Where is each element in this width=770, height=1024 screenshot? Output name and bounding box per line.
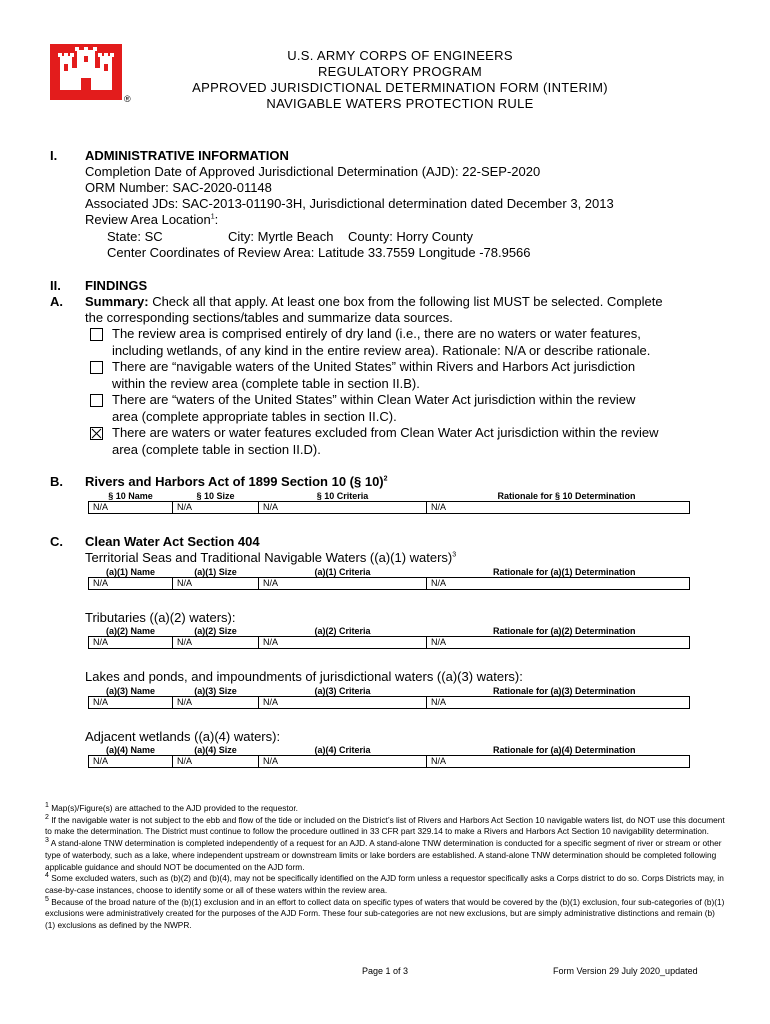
state-value: State: SC [107,229,163,244]
col-header-rationale: Rationale for (a)(2) Determination [492,626,636,636]
subsection-c-number: C. [50,534,63,549]
form-version: Form Version 29 July 2020_updated [553,966,698,976]
checkmark-x-icon [91,428,102,439]
summary-line-2: the corresponding sections/tables and summarize data sources. [85,310,453,325]
a2-table [88,626,690,649]
subsection-a-number: A. [50,294,63,309]
section-10-table [88,491,690,514]
header-line-3: APPROVED JURISDICTIONAL DETERMINATION FORM (INTERIM) [192,80,608,95]
col-header-rationale: Rationale for (a)(3) Determination [492,686,636,696]
col-header-criteria: (a)(3) Criteria [314,686,371,696]
table-row [89,578,690,590]
review-area-label: Review Area Location [85,212,211,227]
a2-title: Tributaries ((a)(2) waters): [85,610,236,625]
review-area-location [85,212,218,227]
col-header-size: (a)(4) Size [194,745,237,755]
table-row [89,502,690,514]
cell-size: N/A [173,637,259,649]
col-header-name: (a)(1) Name [105,567,155,577]
cell-criteria: N/A [259,697,427,709]
checkbox-navigable-waters[interactable] [90,361,103,374]
table-row [89,697,690,709]
county-value: County: Horry County [348,229,473,244]
footnote-5-text: Because of the broad nature of the (b)(1) exclusion and in an effort to collect data on specific types of waters that would be covered by the (b)(1) exclusion, four sub-categories of (b)(1) exclusions were administratively created for the purposes of the AJD Form. These four sub-categories are not new exclusions, but are simply administrative distinctions and remain (b)(1) exclusions as defined by the NWPR. [45,896,725,931]
col-header-size: (a)(1) Size [194,567,237,577]
footnote-ref-1: 1 [210,213,215,221]
cell-rationale: N/A [427,756,690,768]
footnote-4-text: Some excluded waters, such as (b)(2) and (b)(4), may not be specifically identified on the AJD form unless a requestor specifically asks a Corps district to do so. Corps Districts may, in case-by-case instances, choose to identify some or all of these waters within the review area. [45,873,724,895]
header-line-1: U.S. ARMY CORPS OF ENGINEERS [287,48,513,63]
footnote-5: $^5$ Because of the broad nature of the (b)(1) exclusion and in an effort to collect data on specific types of waters that would be covered by the (b)(1) exclusion, four sub-categories of (b)(1) exclusions were administratively created for the purposes of the AJD Form. These four sub-categories are not new exclusions, but are simply administrative distinctions and remain (b)(1) exclusions as defined by the NWPR. [45,895,725,931]
center-coordinates: Center Coordinates of Review Area: Latitude 33.7559 Longitude -78.9566 [107,245,531,260]
cell-name: N/A [89,578,173,590]
col-header-size: (a)(2) Size [194,626,237,636]
cell-name: N/A [89,697,173,709]
option-excluded-line-2: area (complete table in section II.D). [112,442,321,457]
section-2-number: II. [50,278,61,293]
cell-name: N/A [89,502,173,514]
footnote-2: $^2$ If the navigable water is not subject to the ebb and flow of the tide or included on the District’s list of Rivers and Harbors Act Section 10 navigable waters list, do NOT use this document to make the determination. The District must continue to follow the procedure outlined in 33 CFR part 329.14 to make a Rivers and Harbors Act Section 10 navigability determination. [45,813,725,837]
header-line-2: REGULATORY PROGRAM [317,64,483,79]
footnote-1-text: Map(s)/Figure(s) are attached to the AJD provided to the requestor. [51,803,298,813]
a1-title [85,550,456,565]
a3-title: Lakes and ponds, and impoundments of jurisdictional waters ((a)(3) waters): [85,669,523,684]
col-header-criteria: (a)(1) Criteria [314,567,371,577]
cell-criteria: N/A [259,637,427,649]
summary-label: Summary: [85,294,149,309]
col-header-name: (a)(4) Name [105,745,155,755]
col-header-rationale: Rationale for § 10 Determination [497,491,636,501]
col-header-criteria: (a)(2) Criteria [314,626,371,636]
col-header-criteria: § 10 Criteria [316,491,369,501]
usace-castle-logo [50,44,122,100]
footnote-1: $^1$ Map(s)/Figure(s) are attached to the AJD provided to the requestor. [45,802,298,813]
option-wotus-line-1: There are “waters of the United States” within Clean Water Act jurisdiction within the review [112,392,636,407]
col-header-name: (a)(3) Name [105,686,155,696]
cell-criteria: N/A [259,756,427,768]
a3-table [88,686,690,709]
cell-criteria: N/A [259,502,427,514]
col-header-rationale: Rationale for (a)(1) Determination [492,567,636,577]
a1-table [88,567,690,590]
footnote-4: $^4$ Some excluded waters, such as (b)(2) and (b)(4), may not be specifically identified on the AJD form unless a requestor specifically asks a Corps district to do so. Corps Districts may, in case-by-case instances, choose to identify some or all of these waters within the review area. [45,872,724,895]
col-header-criteria: (a)(4) Criteria [314,745,371,755]
a4-table [88,745,690,768]
page-number: Page 1 of 3 [362,966,409,976]
summary-line-1 [85,294,663,309]
section-c-title: Clean Water Act Section 404 [85,534,260,549]
checkbox-waters-of-us[interactable] [90,394,103,407]
cell-rationale: N/A [427,578,690,590]
section-1-title: ADMINISTRATIVE INFORMATION [85,148,289,163]
option-dry-land-line-2: including wetlands, of any kind in the entire review area). Rationale: N/A or describe rationale. [112,343,651,358]
option-navigable-line-1: There are “navigable waters of the United States” within Rivers and Harbors Act jurisdiction [112,359,636,374]
footnote-ref-2: 2 [383,475,388,483]
option-navigable-line-2: within the review area (complete table in section II.B). [112,376,420,391]
option-dry-land-line-1: The review area is comprised entirely of dry land (i.e., there are no waters or water features, [112,326,641,341]
table-row [89,637,690,649]
review-area-colon: : [214,212,219,227]
cell-size: N/A [173,756,259,768]
cell-name: N/A [89,756,173,768]
col-header-size: § 10 Size [196,491,235,501]
a4-title: Adjacent wetlands ((a)(4) waters): [85,729,281,744]
completion-date: Completion Date of Approved Jurisdictional Determination (AJD): 22-SEP-2020 [85,164,541,179]
registered-mark: ® [124,94,131,104]
section-1-number: I. [50,148,58,163]
header-line-4: NAVIGABLE WATERS PROTECTION RULE [266,96,534,111]
footnote-2-text: If the navigable water is not subject to the ebb and flow of the tide or included on the District’s list of Rivers and Harbors Act Section 10 navigable waters list, do NOT use this document to make the determination. The District must continue to follow the procedure outlined in 33 CFR part 329.14 to make a Rivers and Harbors Act Section 10 navigability determination. [45,814,725,837]
subsection-b-number: B. [50,474,63,489]
cell-rationale: N/A [427,697,690,709]
summary-text: Check all that apply. At least one box from the following list MUST be selected. Complete [148,294,663,309]
associated-jds: Associated JDs: SAC-2013-01190-3H, Jurisdictional determination dated December 3, 2013 [85,196,614,211]
footnote-3: $^3$ A stand-alone TNW determination is completed independently of a request for an AJD. A stand-alone TNW determination is conducted for a specific segment of river or stream or other type of waterbody, such as a lake, where independent upstream or downstream limits or lake borders are established. A stand-alone TNW determination should be completed following applicable guidance and should NOT be documented on the AJD form. [45,837,722,872]
option-wotus-line-2: area (complete appropriate tables in section II.C). [112,409,397,424]
col-header-rationale: Rationale for (a)(4) Determination [492,745,636,755]
col-header-name: § 10 Name [108,491,153,501]
rha-title: Rivers and Harbors Act of 1899 Section 10 (§ 10) [85,474,384,489]
checkbox-excluded-waters[interactable] [90,427,103,440]
table-row [89,756,690,768]
cell-size: N/A [173,502,259,514]
section-b-title [85,474,388,489]
cell-size: N/A [173,697,259,709]
col-header-name: (a)(2) Name [105,626,155,636]
cell-criteria: N/A [259,578,427,590]
orm-number: ORM Number: SAC-2020-01148 [85,180,272,195]
cell-name: N/A [89,637,173,649]
footnotes [45,803,725,932]
option-excluded-line-1: There are waters or water features excluded from Clean Water Act jurisdiction within the review [112,425,659,440]
footnote-3-text: A stand-alone TNW determination is completed independently of a request for an AJD. A stand-alone TNW determination is conducted for a specific segment of river or stream or other type of waterbody, such as a lake, where independent upstream or downstream limits or lake borders are established. A stand-alone TNW determination should be completed following applicable guidance and should NOT be documented on the AJD form. [45,838,722,872]
footnote-ref-3: 3 [452,551,457,559]
a1-title-text: Territorial Seas and Traditional Navigable Waters ((a)(1) waters) [85,550,453,565]
cell-rationale: N/A [427,502,690,514]
city-value: City: Myrtle Beach [228,229,334,244]
col-header-size: (a)(3) Size [194,686,237,696]
checkbox-dry-land[interactable] [90,328,103,341]
cell-size: N/A [173,578,259,590]
cell-rationale: N/A [427,637,690,649]
section-2-title: FINDINGS [85,278,148,293]
